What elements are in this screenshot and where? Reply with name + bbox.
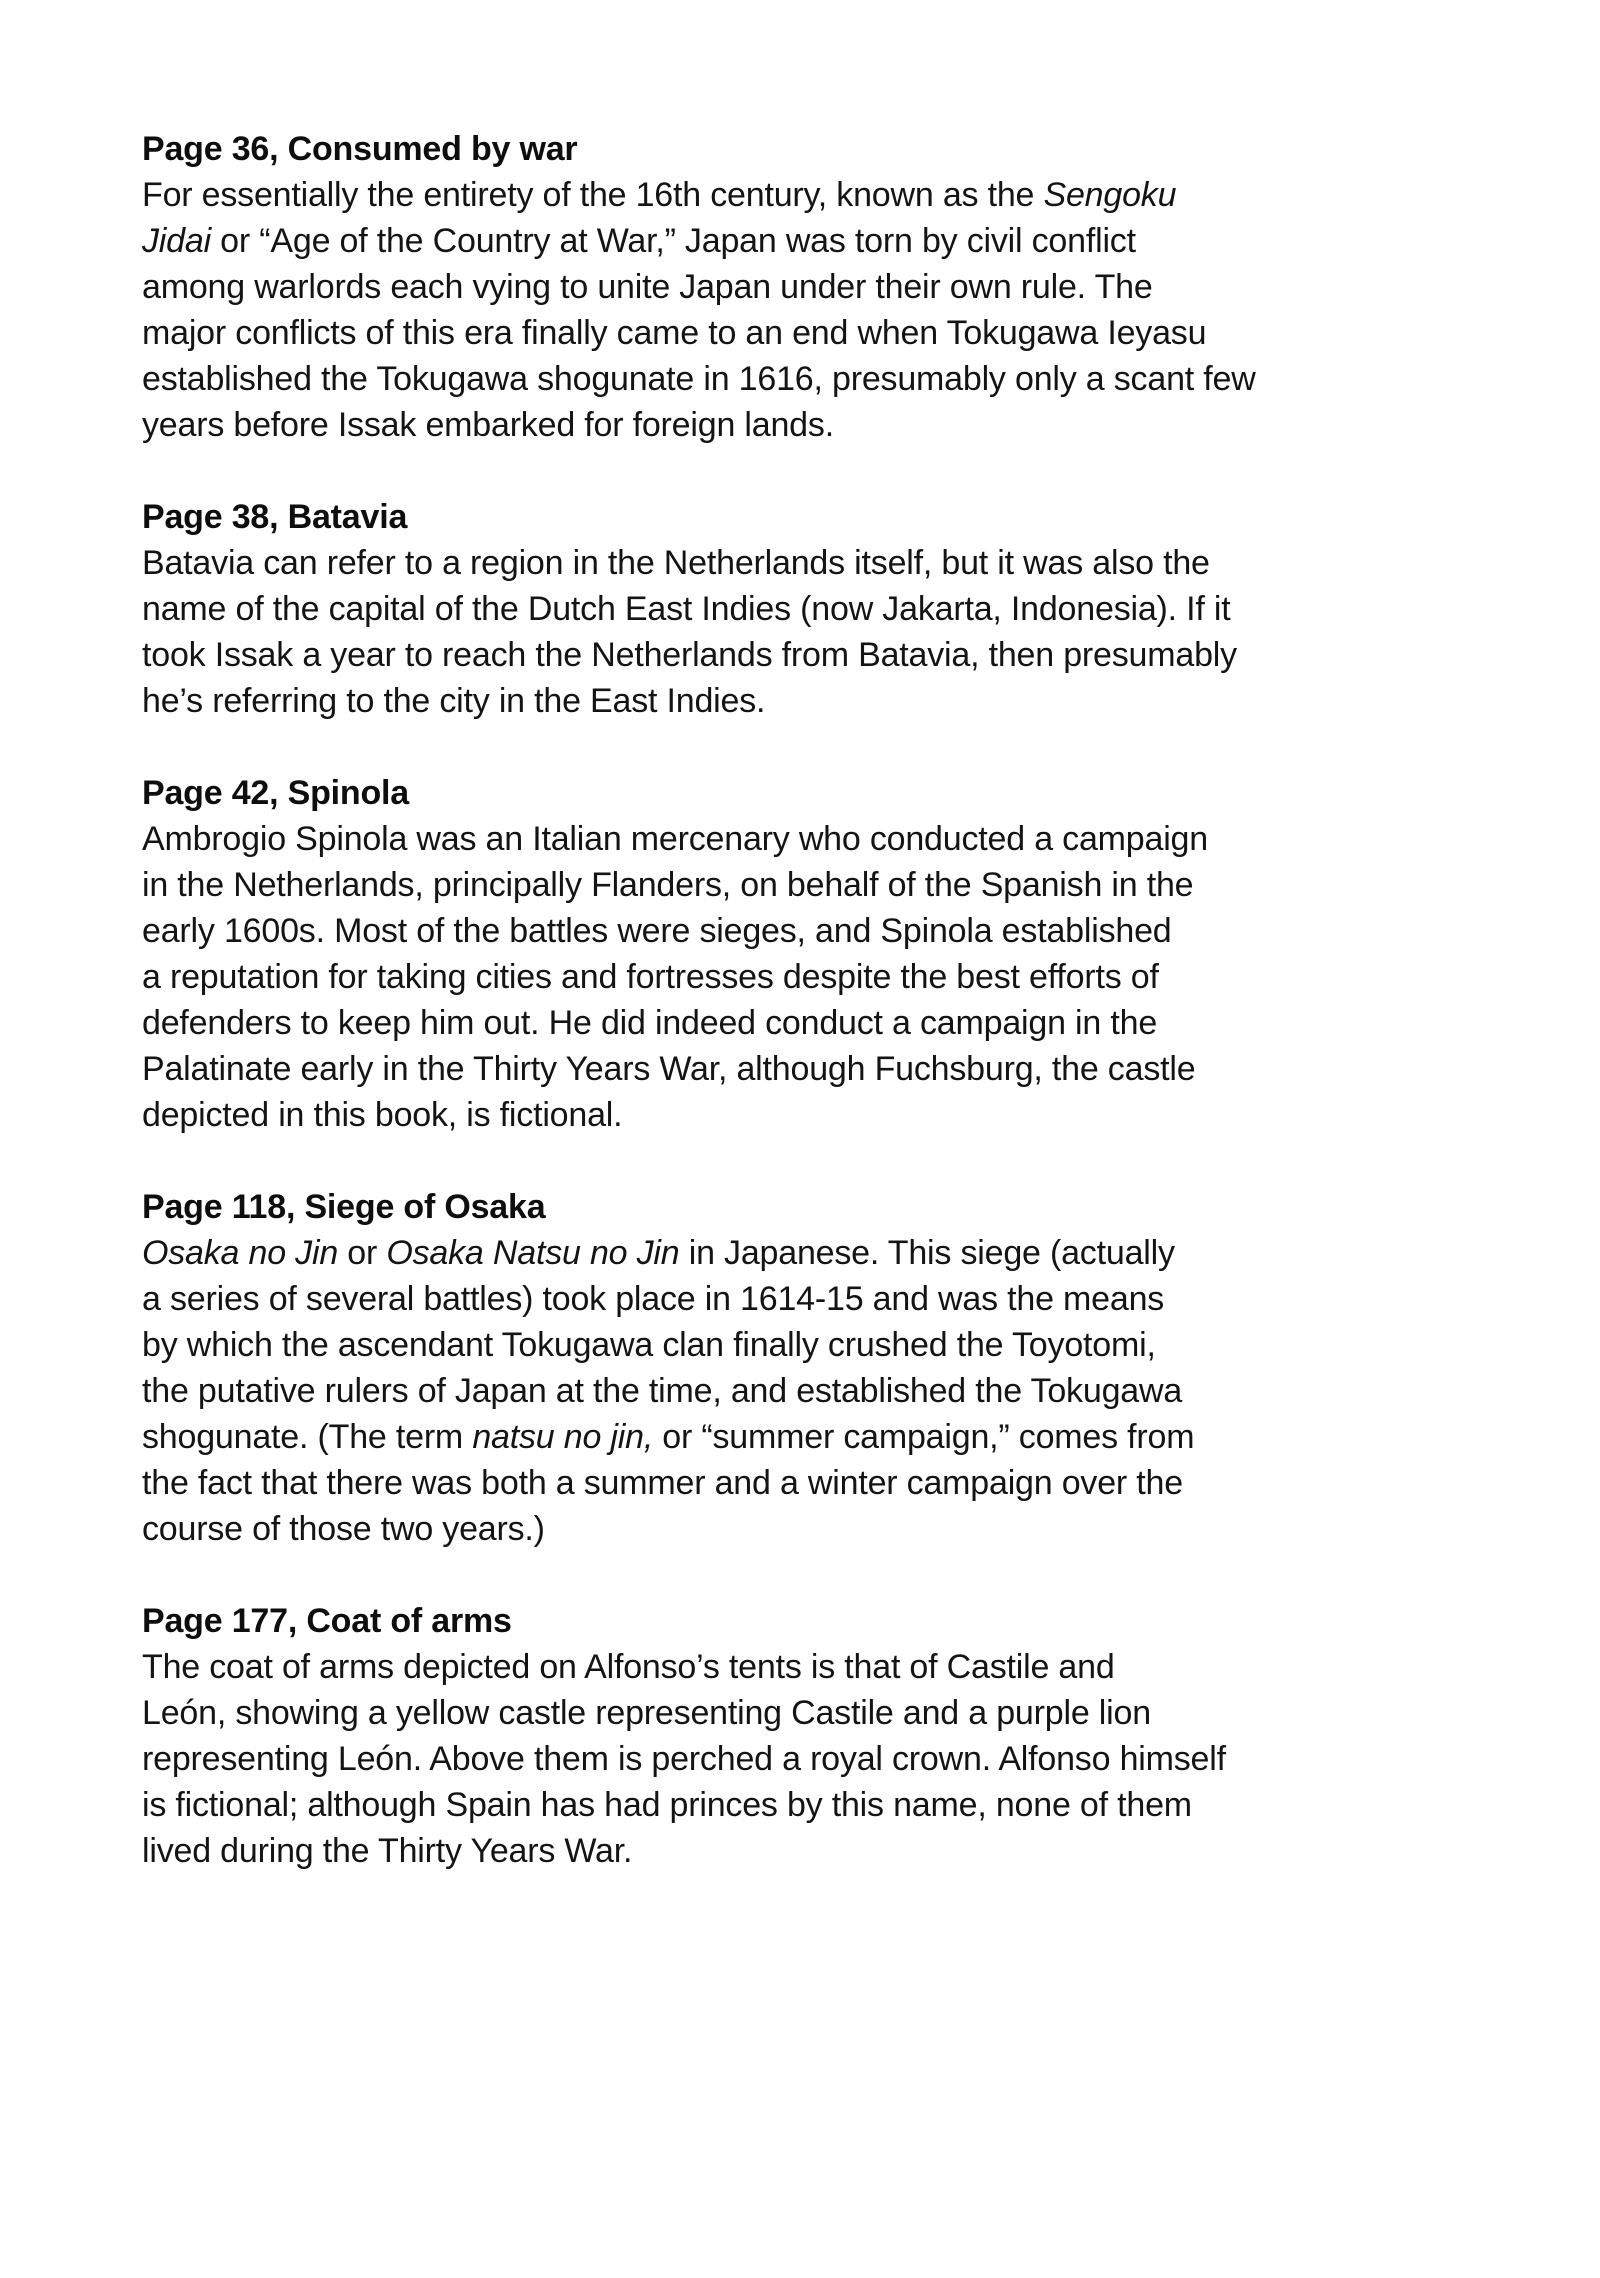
translation-notes-page — [142, 126, 1482, 1920]
note-line — [142, 1644, 1482, 1690]
note-line — [142, 1736, 1482, 1782]
body-text: major conflicts of this era finally came to an end when Tokugawa Ieyasu — [142, 314, 1207, 352]
note-line — [142, 1690, 1482, 1736]
note-line — [142, 1046, 1482, 1092]
note-line — [142, 172, 1482, 218]
italic-term: Osaka no Jin — [142, 1234, 339, 1272]
note-line — [142, 1414, 1482, 1460]
body-text: by which the ascendant Tokugawa clan finally crushed the Toyotomi, — [142, 1326, 1156, 1364]
note-line — [142, 1506, 1482, 1552]
body-text: lived during the Thirty Years War. — [142, 1832, 633, 1870]
note-line — [142, 954, 1482, 1000]
note-section — [142, 1184, 1482, 1552]
note-heading: Page 38, Batavia — [142, 498, 408, 536]
note-section — [142, 770, 1482, 1138]
body-text: or “summer campaign,” comes from — [653, 1418, 1195, 1456]
note-line — [142, 218, 1482, 264]
body-text: León, showing a yellow castle representing Castile and a purple lion — [142, 1694, 1151, 1732]
note-line — [142, 540, 1482, 586]
body-text: course of those two years.) — [142, 1510, 545, 1548]
body-text: Ambrogio Spinola was an Italian mercenary who conducted a campaign — [142, 820, 1208, 858]
note-line — [142, 1782, 1482, 1828]
body-text: took Issak a year to reach the Netherlands from Batavia, then presumably — [142, 636, 1237, 674]
body-text: among warlords each vying to unite Japan under their own rule. The — [142, 268, 1153, 306]
body-text: representing León. Above them is perched a royal crown. Alfonso himself — [142, 1740, 1226, 1778]
note-heading: Page 36, Consumed by war — [142, 130, 578, 168]
body-text: in Japanese. This siege (actually — [679, 1234, 1175, 1272]
note-line — [142, 356, 1482, 402]
body-text: in the Netherlands, principally Flanders, on behalf of the Spanish in the — [142, 866, 1194, 904]
body-text: For essentially the entirety of the 16th century, known as the — [142, 176, 1044, 214]
italic-term: natsu no jin, — [472, 1418, 654, 1456]
note-line — [142, 678, 1482, 724]
body-text: or “Age of the Country at War,” Japan was torn by civil conflict — [210, 222, 1136, 260]
note-section — [142, 494, 1482, 724]
body-text: Palatinate early in the Thirty Years War, although Fuchsburg, the castle — [142, 1050, 1196, 1088]
body-text: years before Issak embarked for foreign lands. — [142, 406, 834, 444]
note-line — [142, 586, 1482, 632]
body-text: or — [338, 1234, 387, 1272]
italic-term: Sengoku — [1043, 176, 1177, 214]
note-line — [142, 1230, 1482, 1276]
body-text: early 1600s. Most of the battles were sieges, and Spinola established — [142, 912, 1172, 950]
body-text: The coat of arms depicted on Alfonso’s tents is that of Castile and — [142, 1648, 1115, 1686]
note-section — [142, 126, 1482, 448]
note-line — [142, 908, 1482, 954]
body-text: is fictional; although Spain has had princes by this name, none of them — [142, 1786, 1192, 1824]
note-section — [142, 1598, 1482, 1874]
note-line — [142, 862, 1482, 908]
note-line — [142, 632, 1482, 678]
body-text: Batavia can refer to a region in the Netherlands itself, but it was also the — [142, 544, 1210, 582]
body-text: the fact that there was both a summer and a winter campaign over the — [142, 1464, 1183, 1502]
body-text: defenders to keep him out. He did indeed conduct a campaign in the — [142, 1004, 1158, 1042]
note-line — [142, 264, 1482, 310]
note-line — [142, 1368, 1482, 1414]
body-text: a reputation for taking cities and fortresses despite the best efforts of — [142, 958, 1159, 996]
body-text: name of the capital of the Dutch East Indies (now Jakarta, Indonesia). If it — [142, 590, 1231, 628]
note-line — [142, 1460, 1482, 1506]
body-text: a series of several battles) took place in 1614-15 and was the means — [142, 1280, 1165, 1318]
note-line — [142, 402, 1482, 448]
body-text: depicted in this book, is fictional. — [142, 1096, 623, 1134]
body-text: he’s referring to the city in the East Indies. — [142, 682, 766, 720]
note-line — [142, 1276, 1482, 1322]
italic-term: Jidai — [142, 222, 211, 260]
body-text: shogunate. (The term — [142, 1418, 473, 1456]
note-line — [142, 1000, 1482, 1046]
note-line — [142, 310, 1482, 356]
note-line — [142, 1092, 1482, 1138]
note-line — [142, 1828, 1482, 1874]
note-line — [142, 816, 1482, 862]
note-heading: Page 42, Spinola — [142, 774, 410, 812]
body-text: established the Tokugawa shogunate in 1616, presumably only a scant few — [142, 360, 1256, 398]
note-heading: Page 118, Siege of Osaka — [142, 1188, 546, 1226]
italic-term: Osaka Natsu no Jin — [386, 1234, 680, 1272]
note-line — [142, 1322, 1482, 1368]
note-heading: Page 177, Coat of arms — [142, 1602, 512, 1640]
body-text: the putative rulers of Japan at the time, and established the Tokugawa — [142, 1372, 1183, 1410]
